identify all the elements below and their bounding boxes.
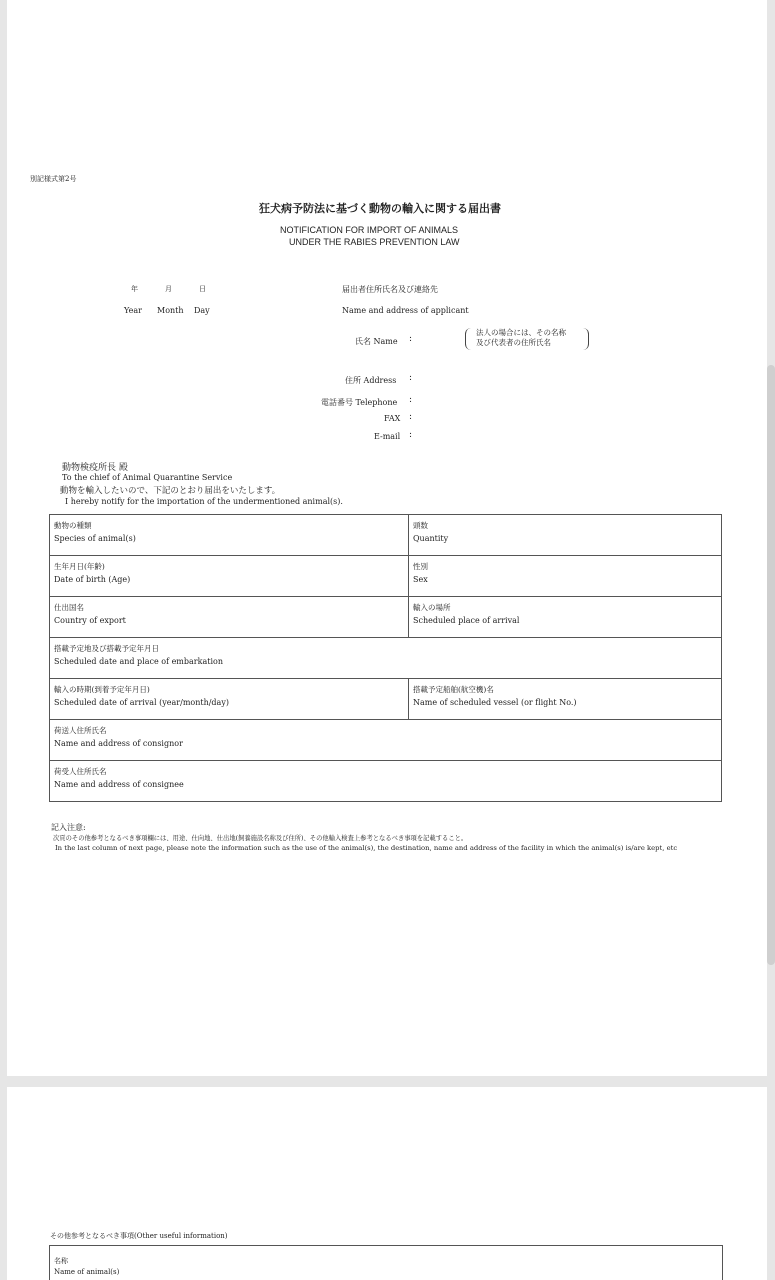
corporation-note — [465, 328, 589, 350]
fax-colon: : — [409, 412, 413, 422]
animal-name-label-en: Name of animal(s) — [54, 1268, 120, 1276]
consignor-cell[interactable] — [50, 720, 722, 761]
other-info-heading: その他参考となるべき事項(Other useful information) — [50, 1232, 228, 1240]
notes-english: In the last column of next page, please note the information such as the use of the animal(s), the destination, name and address of the facility in which the animal(s) is/are kept, etc — [55, 844, 678, 852]
email-label: E-mail — [374, 432, 401, 441]
addressee-en: To the chief of Animal Quarantine Service — [62, 473, 233, 482]
species-label-ja: 動物の種類 — [54, 521, 92, 530]
form-page-1 — [7, 0, 767, 1076]
corporation-note-line2: 及び代表者の住所氏名 — [476, 338, 551, 347]
title-english-line2: UNDER THE RABIES PREVENTION LAW — [289, 237, 460, 247]
year-ja: 年 — [131, 285, 138, 293]
consignee-label-en: Name and address of consignee — [54, 780, 184, 789]
quantity-label-en: Quantity — [413, 534, 449, 543]
telephone-label: 電話番号 Telephone — [321, 398, 398, 407]
export-country-label-en: Country of export — [54, 616, 126, 625]
species-cell[interactable] — [50, 515, 409, 556]
form-number: 別記様式第2号 — [30, 175, 77, 183]
address-label: 住所 Address — [345, 376, 397, 385]
applicant-heading-ja: 届出者住所氏名及び連絡先 — [342, 285, 438, 294]
dob-cell[interactable] — [50, 556, 409, 597]
corporation-note-line1: 法人の場合には、その名称 — [476, 328, 566, 337]
address-colon: : — [409, 373, 413, 383]
name-label: 氏名 Name — [355, 337, 398, 346]
telephone-colon: : — [409, 395, 413, 405]
day-en: Day — [194, 306, 210, 315]
embarkation-cell[interactable] — [50, 638, 722, 679]
animal-name-cell[interactable] — [49, 1245, 723, 1280]
animal-name-label-ja: 名称 — [54, 1257, 68, 1265]
month-ja: 月 — [165, 285, 172, 293]
arrival-date-cell[interactable] — [50, 679, 409, 720]
month-en: Month — [157, 306, 184, 315]
notify-ja: 動物を輸入したいので、下記のとおり届出をいたします。 — [60, 486, 281, 496]
dob-label-en: Date of birth (Age) — [54, 575, 131, 584]
arrival-place-label-ja: 輸入の場所 — [413, 603, 451, 612]
export-country-label-ja: 仕出国名 — [54, 603, 84, 612]
arrival-date-label-ja: 輸入の時期(到着予定年月日) — [54, 685, 150, 694]
consignee-label-ja: 荷受人住所氏名 — [54, 767, 107, 776]
notify-en: I hereby notify for the importation of the undermentioned animal(s). — [65, 497, 343, 506]
vessel-label-ja: 搭載予定船舶(航空機)名 — [413, 685, 494, 694]
email-colon: : — [409, 430, 413, 440]
consignee-cell[interactable] — [50, 761, 722, 802]
name-colon: : — [409, 334, 413, 344]
arrival-place-label-en: Scheduled place of arrival — [413, 616, 520, 625]
title-english-line1: NOTIFICATION FOR IMPORT OF ANIMALS — [280, 225, 459, 235]
notes-heading: 記入注意: — [51, 823, 86, 832]
day-ja: 日 — [199, 285, 206, 293]
dob-label-ja: 生年月日(年齢) — [54, 562, 105, 571]
sex-label-ja: 性別 — [413, 562, 428, 571]
form-page-2 — [7, 1087, 767, 1280]
consignor-label-ja: 荷送人住所氏名 — [54, 726, 107, 735]
applicant-heading-en: Name and address of applicant — [342, 306, 469, 315]
export-country-cell[interactable] — [50, 597, 409, 638]
notes-japanese: 次頁のその他参考となるべき事項欄には、用途、仕向地、仕出地(飼養施設名称及び住所)、その他輸入検査上参考となるべき事項を記載すること。 — [53, 835, 468, 842]
embarkation-label-en: Scheduled date and place of embarkation — [54, 657, 223, 666]
arrival-place-cell[interactable] — [409, 597, 722, 638]
sex-cell[interactable] — [409, 556, 722, 597]
title-japanese: 狂犬病予防法に基づく動物の輸入に関する届出書 — [259, 202, 501, 215]
fax-label: FAX — [384, 414, 401, 423]
species-label-en: Species of animal(s) — [54, 534, 136, 543]
addressee-ja: 動物検疫所長 殿 — [62, 463, 128, 473]
sex-label-en: Sex — [413, 575, 428, 584]
consignor-label-en: Name and address of consignor — [54, 739, 183, 748]
embarkation-label-ja: 搭載予定地及び搭載予定年月日 — [54, 644, 159, 653]
quantity-label-ja: 頭数 — [413, 521, 428, 530]
scrollbar[interactable] — [767, 365, 775, 965]
year-en: Year — [124, 306, 142, 315]
animal-details-table — [49, 514, 722, 802]
vessel-label-en: Name of scheduled vessel (or flight No.) — [413, 698, 577, 707]
vessel-cell[interactable] — [409, 679, 722, 720]
arrival-date-label-en: Scheduled date of arrival (year/month/day) — [54, 698, 229, 707]
quantity-cell[interactable] — [409, 515, 722, 556]
